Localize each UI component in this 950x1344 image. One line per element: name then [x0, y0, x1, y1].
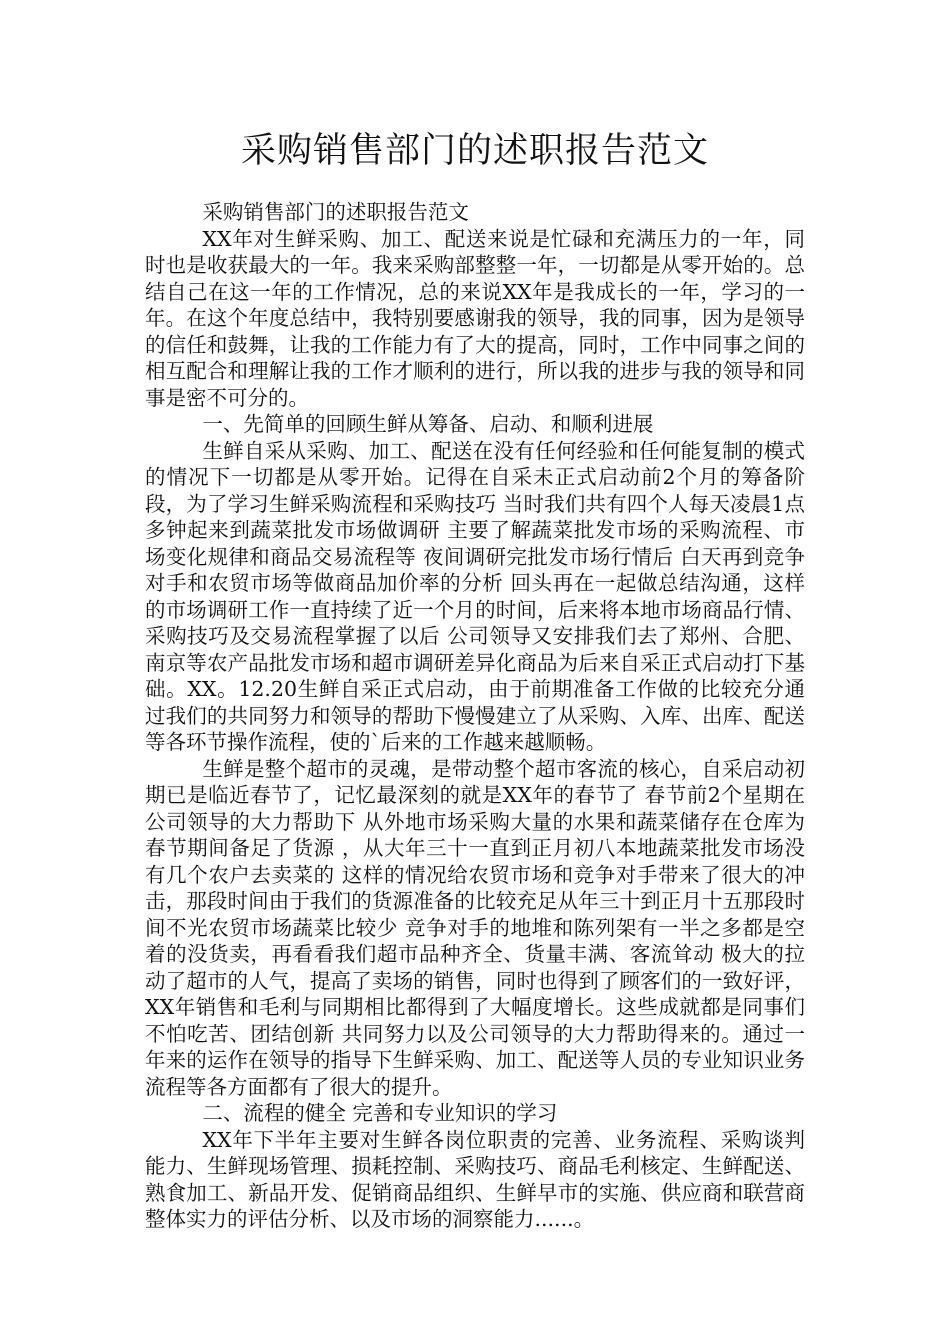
- section-heading-1: 一、先简单的回顾生鲜从筹备、启动、和顺利进展: [202, 412, 654, 436]
- paragraph-spring-festival: 生鲜是整个超市的灵魂，是带动整个超市客流的核心，自采启动初期已是临近春节了，记忆最深刻的就是XX年的春节了 春节前2个星期在公司领导的大力帮助下 从外地市场采购大量的水果和蔬菜储存在仓库为春节期间备足了货源 ，从大年三十一直到正月初八本地蔬菜批发市场没有几个农户去卖菜的 这样的情况给农贸市场和竞争对手带来了很大的冲击，那段时间由于我们的货源准备的比较充足从年三十到正月十五那段时间不光农贸市场蔬菜比较少 竞争对手的地堆和陈列架有一半之多都是空着的没货卖，再看看我们超市品种齐全、货量丰满、客流耸动 极大的拉动了超市的人气，提高了卖场的销售，同时也得到了顾客们的一致好评，XX年销售和毛利与同期相比都得到了大幅度增长。这些成就都是同事们不怕吃苦、团结创新 共同努力以及公司领导的大力帮助得来的。通过一年来的运作在领导的指导下生鲜采购、加工、配送等人员的专业知识业务流程等各方面都有了很大的提升。: [145, 756, 805, 1099]
- paragraph-subtitle: 采购销售部门的述职报告范文: [202, 200, 469, 224]
- document-body: [145, 199, 805, 1233]
- section-heading-2: 二、流程的健全 完善和专业知识的学习: [202, 1101, 558, 1125]
- document-title: 采购销售部门的述职报告范文: [240, 131, 709, 171]
- paragraph-process: XX年下半年主要对生鲜各岗位职责的完善、业务流程、采购谈判能力、生鲜现场管理、损耗控制、采购技巧、商品毛利核定、生鲜配送、熟食加工、新品开发、促销商品组织、生鲜早市的实施、供应商和联营商整体实力的评估分析、以及市场的洞察能力......。: [145, 1127, 805, 1231]
- paragraph-preparation: 生鲜自采从采购、加工、配送在没有任何经验和任何能复制的模式的情况下一切都是从零开始。记得在自采未正式启动前2个月的筹备阶段，为了学习生鲜采购流程和采购技巧 当时我们共有四个人每天凌晨1点多钟起来到蔬菜批发市场做调研 主要了解蔬菜批发市场的采购流程、市场变化规律和商品交易流程等 夜间调研完批发市场行情后 白天再到竞争对手和农贸市场等做商品加价率的分析 回头再在一起做总结沟通，这样的市场调研工作一直持续了近一个月的时间，后来将本地市场商品行情、采购技巧及交易流程掌握了以后 公司领导又安排我们去了郑州、合肥、南京等农产品批发市场和超市调研差异化商品为后来自采正式启动打下基础。XX。12.20生鲜自采正式启动，由于前期准备工作做的比较充分通过我们的共同努力和领导的帮助下慢慢建立了从采购、入库、出库、配送等各环节操作流程，使的`后来的工作越来越顺畅。: [145, 438, 805, 754]
- paragraph-intro: XX年对生鲜采购、加工、配送来说是忙碌和充满压力的一年，同时也是收获最大的一年。我来采购部整整一年，一切都是从零开始的。总结自己在这一年的工作情况，总的来说XX年是我成长的一年，学习的一年。在这个年度总结中，我特别要感谢我的领导，我的同事，因为是领导的信任和鼓舞，让我的工作能力有了大的提高，同时，工作中同事之间的相互配合和理解让我的工作才顺利的进行，所以我的进步与我的领导和同事是密不可分的。: [145, 226, 805, 410]
